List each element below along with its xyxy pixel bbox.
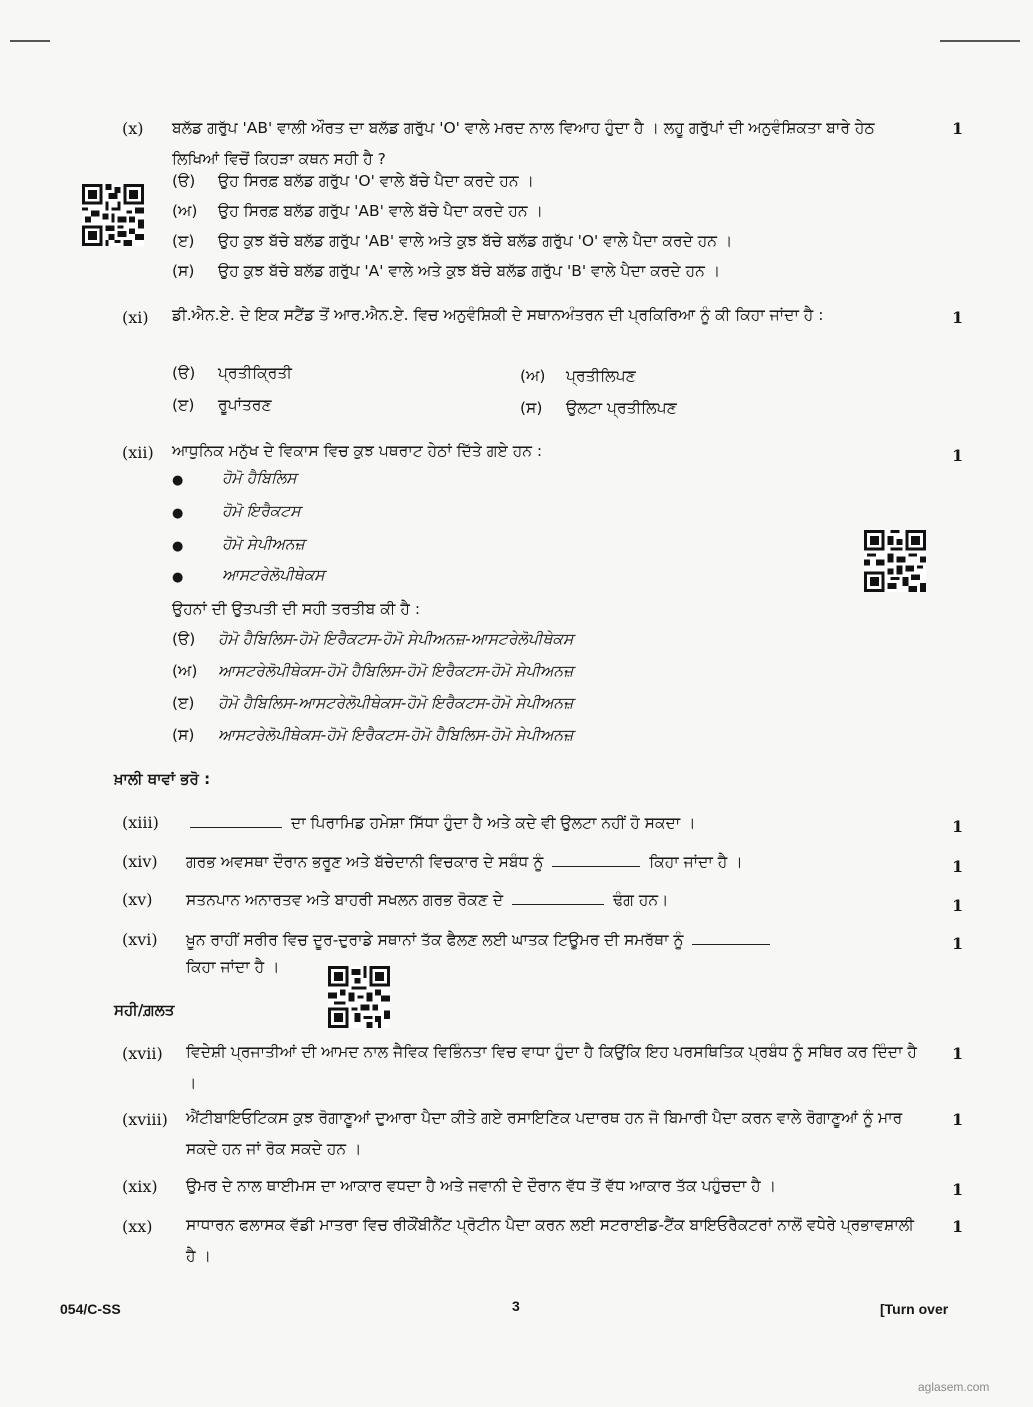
question-text: ਬਲੱਡ ਗਰੁੱਪ 'AB' ਵਾਲੀ ਔਰਤ ਦਾ ਬਲੱਡ ਗਰੁੱਪ 'O' ਵਾਲੇ ਮਰਦ ਨਾਲ ਵਿਆਹ ਹੁੰਦਾ ਹੈ । ਲਹੂ ਗਰੁੱਪਾਂ ਦੀ ਅਨੁਵੰਸ਼ਿਕਤਾ ਬਾਰੇ ਹੇਠ ਲਿਖਿਆਂ ਵਿਚੋਂ ਕਿਹੜਾ ਕਥਨ ਸਹੀ ਹੈ ? <box>172 119 875 168</box>
marks: 1 <box>952 817 964 836</box>
bullet-icon: ● <box>172 570 184 585</box>
option: (ਸ) ਉਲਟਾ ਪ੍ਰਤੀਲਿਪਣ <box>520 399 677 417</box>
page-number: 3 <box>512 1298 520 1314</box>
fossil-list-item: ਹੋਮੋ ਸੇਪੀਅਨਜ਼ <box>222 535 305 553</box>
answer-blank <box>552 852 640 867</box>
option: (ਅ) ਆਸਟਰੇਲੋਪੀਥੇਕਸ-ਹੋਮੋ ਹੈਬਿਲਿਸ-ਹੋਮੋ ਇਰੈਕਟਸ-ਹੋਮੋ ਸੇਪੀਅਨਜ਼ <box>172 662 574 680</box>
fill-blank-text: ਸਤਨਪਾਨ ਅਨਾਰਤਵ ਅਤੇ ਬਾਹਰੀ ਸਖਲਨ ਗਰਭ ਰੋਕਣ ਦੇ ਢੰਗ ਹਨ। <box>186 891 669 909</box>
fossil-list-item: ਆਸਟਰੇਲੋਪੀਥੇਕਸ <box>222 566 325 584</box>
fossil-list-item: ਹੋਮੋ ਇਰੈਕਟਸ <box>222 502 301 520</box>
marks: 1 <box>952 896 964 915</box>
question-number: (xix) <box>122 1177 158 1196</box>
option: (ੲ) ਉਹ ਕੁਝ ਬੱਚੇ ਬਲੱਡ ਗਰੁੱਪ 'AB' ਵਾਲੇ ਅਤੇ ਕੁਝ ਬੱਚੇ ਬਲੱਡ ਗਰੁੱਪ 'O' ਵਾਲੇ ਪੈਦਾ ਕਰਦੇ ਹਨ । <box>172 232 733 250</box>
qr-code-icon <box>328 966 390 1028</box>
marks: 1 <box>952 1044 964 1063</box>
option: (ਸ) ਉਹ ਕੁਝ ਬੱਚੇ ਬਲੱਡ ਗਰੁੱਪ 'A' ਵਾਲੇ ਅਤੇ ਕੁਝ ਬੱਚੇ ਬਲੱਡ ਗਰੁੱਪ 'B' ਵਾਲੇ ਪੈਦਾ ਕਰਦੇ ਹਨ । <box>172 262 721 280</box>
paper-code: 054/C-SS <box>60 1301 121 1317</box>
bullet-icon: ● <box>172 473 184 488</box>
option: (ੳ) ਪ੍ਰਤੀਕ੍ਰਿਤੀ <box>172 364 292 382</box>
fill-blank-text: ਖ਼ੂਨ ਰਾਹੀਂ ਸਰੀਰ ਵਿਚ ਦੂਰ-ਦੁਰਾਡੇ ਸਥਾਨਾਂ ਤੱਕ ਫੈਲਣ ਲਈ ਘਾਤਕ ਟਿਊਮਰ ਦੀ ਸਮਰੱਥਾ ਨੂੰ <box>186 930 774 950</box>
marks: 1 <box>952 934 964 953</box>
fill-blank-text: ਗਰਭ ਅਵਸਥਾ ਦੌਰਾਨ ਭਰੂਣ ਅਤੇ ਬੱਚੇਦਾਨੀ ਵਿਚਕਾਰ ਦੇ ਸਬੰਧ ਨੂੰ ਕਿਹਾ ਜਾਂਦਾ ਹੈ । <box>186 853 743 871</box>
question-number: (xx) <box>122 1217 153 1236</box>
marks: 1 <box>952 1110 964 1129</box>
statement-text: ਸਾਧਾਰਨ ਫਲਾਸਕ ਵੱਡੀ ਮਾਤਰਾ ਵਿਚ ਰੀਕੌਂਬੀਨੈਂਟ ਪ੍ਰੋਟੀਨ ਪੈਦਾ ਕਰਨ ਲਈ ਸਟਰਾਈਡ-ਟੈਂਕ ਬਾਇਓਰੈਕਟਰਾਂ ਨਾਲੋਂ ਵਧੇਰੇ ਪ੍ਰਭਾਵਸ਼ਾਲੀ ਹੈ । <box>186 1216 914 1265</box>
question-number: (xiii) <box>122 813 159 832</box>
question-number: (xi) <box>122 308 149 327</box>
statement-text: ਉਮਰ ਦੇ ਨਾਲ ਥਾਈਮਸ ਦਾ ਆਕਾਰ ਵਧਦਾ ਹੈ ਅਤੇ ਜਵਾਨੀ ਦੇ ਦੌਰਾਨ ਵੱਧ ਤੋਂ ਵੱਧ ਆਕਾਰ ਤੱਕ ਪਹੁੰਚਦਾ ਹੈ । <box>186 1177 777 1195</box>
question-text: ਡੀ.ਐਨ.ਏ. ਦੇ ਇਕ ਸਟੈਂਡ ਤੋਂ ਆਰ.ਐਨ.ਏ. ਵਿਚ ਅਨੁਵੰਸ਼ਿਕੀ ਦੇ ਸਥਾਨਅੰਤਰਨ ਦੀ ਪ੍ਰਕਿਰਿਆ ਨੂੰ ਕੀ ਕਿਹਾ ਜਾਂਦਾ ਹੈ : <box>172 306 824 324</box>
question-number: (xii) <box>122 443 154 462</box>
option: (ਅ) ਪ੍ਰਤੀਲਿਪਣ <box>520 367 636 385</box>
bullet-icon: ● <box>172 506 184 521</box>
question-number: (xvi) <box>122 930 158 949</box>
turn-over-note: [Turn over <box>880 1301 949 1317</box>
scan-edge-left <box>10 40 50 42</box>
marks: 1 <box>952 446 964 465</box>
marks: 1 <box>952 1217 964 1236</box>
section-heading: ਸਹੀ/ਗ਼ਲਤ <box>114 1001 175 1019</box>
option: (ੳ) ਉਹ ਸਿਰਫ਼ ਬਲੱਡ ਗਰੁੱਪ 'O' ਵਾਲੇ ਬੱਚੇ ਪੈਦਾ ਕਰਦੇ ਹਨ । <box>172 172 534 190</box>
fill-blank-text-continued: ਕਿਹਾ ਜਾਂਦਾ ਹੈ । <box>186 958 280 976</box>
marks: 1 <box>952 308 964 327</box>
bullet-icon: ● <box>172 539 184 554</box>
answer-blank <box>512 890 604 905</box>
fossil-list-item: ਹੋਮੋ ਹੈਬਿਲਿਸ <box>222 469 297 487</box>
answer-blank <box>190 813 282 828</box>
question-subtext: ਉਹਨਾਂ ਦੀ ਉਤਪਤੀ ਦੀ ਸਹੀ ਤਰਤੀਬ ਕੀ ਹੈ : <box>172 600 421 618</box>
statement-text: ਵਿਦੇਸ਼ੀ ਪ੍ਰਜਾਤੀਆਂ ਦੀ ਆਮਦ ਨਾਲ ਜੈਵਿਕ ਵਿਭਿੰਨਤਾ ਵਿਚ ਵਾਧਾ ਹੁੰਦਾ ਹੈ ਕਿਉਂਕਿ ਇਹ ਪਰਸਥਿਤਿਕ ਪ੍ਰਬੰਧ ਨੂੰ ਸਥਿਰ ਕਰ ਦਿੰਦਾ ਹੈ । <box>186 1043 917 1092</box>
fill-blank-text: ਦਾ ਪਿਰਾਮਿਡ ਹਮੇਸ਼ਾ ਸਿੱਧਾ ਹੁੰਦਾ ਹੈ ਅਤੇ ਕਦੇ ਵੀ ਉਲਟਾ ਨਹੀਂ ਹੋ ਸਕਦਾ । <box>186 813 696 833</box>
option: (ੲ) ਰੂਪਾਂਤਰਣ <box>172 396 272 414</box>
question-number: (xiv) <box>122 852 158 871</box>
qr-code-icon <box>82 184 144 246</box>
scan-edge-right <box>940 40 1020 42</box>
question-number: (xviii) <box>122 1110 168 1129</box>
question-number: (xv) <box>122 890 153 909</box>
marks: 1 <box>952 857 964 876</box>
answer-blank <box>692 930 770 945</box>
watermark: aglasem.com <box>918 1380 990 1394</box>
option: (ਸ) ਆਸਟਰੇਲੋਪੀਥੇਕਸ-ਹੋਮੋ ਇਰੈਕਟਸ-ਹੋਮੋ ਹੈਬਿਲਿਸ-ਹੋਮੋ ਸੇਪੀਅਨਜ਼ <box>172 726 574 744</box>
section-heading: ਖ਼ਾਲੀ ਥਾਵਾਂ ਭਰੋ : <box>114 770 211 788</box>
question-number: (x) <box>122 119 144 138</box>
option: (ੲ) ਹੋਮੋ ਹੈਬਿਲਿਸ-ਆਸਟਰੇਲੋਪੀਥੇਕਸ-ਹੋਮੋ ਇਰੈਕਟਸ-ਹੋਮੋ ਸੇਪੀਅਨਜ਼ <box>172 694 574 712</box>
statement-text: ਐਂਟੀਬਾਇਓਟਿਕਸ ਕੁਝ ਰੋਗਾਣੂਆਂ ਦੁਆਰਾ ਪੈਦਾ ਕੀਤੇ ਗਏ ਰਸਾਇਣਿਕ ਪਦਾਰਥ ਹਨ ਜੋ ਬਿਮਾਰੀ ਪੈਦਾ ਕਰਨ ਵਾਲੇ ਰੋਗਾਣੂਆਂ ਨੂੰ ਮਾਰ ਸਕਦੇ ਹਨ ਜਾਂ ਰੋਕ ਸਕਦੇ ਹਨ । <box>186 1109 903 1158</box>
option: (ੳ) ਹੋਮੋ ਹੈਬਿਲਿਸ-ਹੋਮੋ ਇਰੈਕਟਸ-ਹੋਮੋ ਸੇਪੀਅਨਜ਼-ਆਸਟਰੇਲੋਪੀਥੇਕਸ <box>172 630 574 648</box>
marks: 1 <box>952 1180 964 1199</box>
question-text: ਆਧੁਨਿਕ ਮਨੁੱਖ ਦੇ ਵਿਕਾਸ ਵਿਚ ਕੁਝ ਪਥਰਾਟ ਹੇਠਾਂ ਦਿੱਤੇ ਗਏ ਹਨ : <box>172 442 543 460</box>
question-number: (xvii) <box>122 1044 163 1063</box>
qr-code-icon <box>864 530 926 592</box>
marks: 1 <box>952 119 964 138</box>
option: (ਅ) ਉਹ ਸਿਰਫ਼ ਬਲੱਡ ਗਰੁੱਪ 'AB' ਵਾਲੇ ਬੱਚੇ ਪੈਦਾ ਕਰਦੇ ਹਨ । <box>172 202 543 220</box>
